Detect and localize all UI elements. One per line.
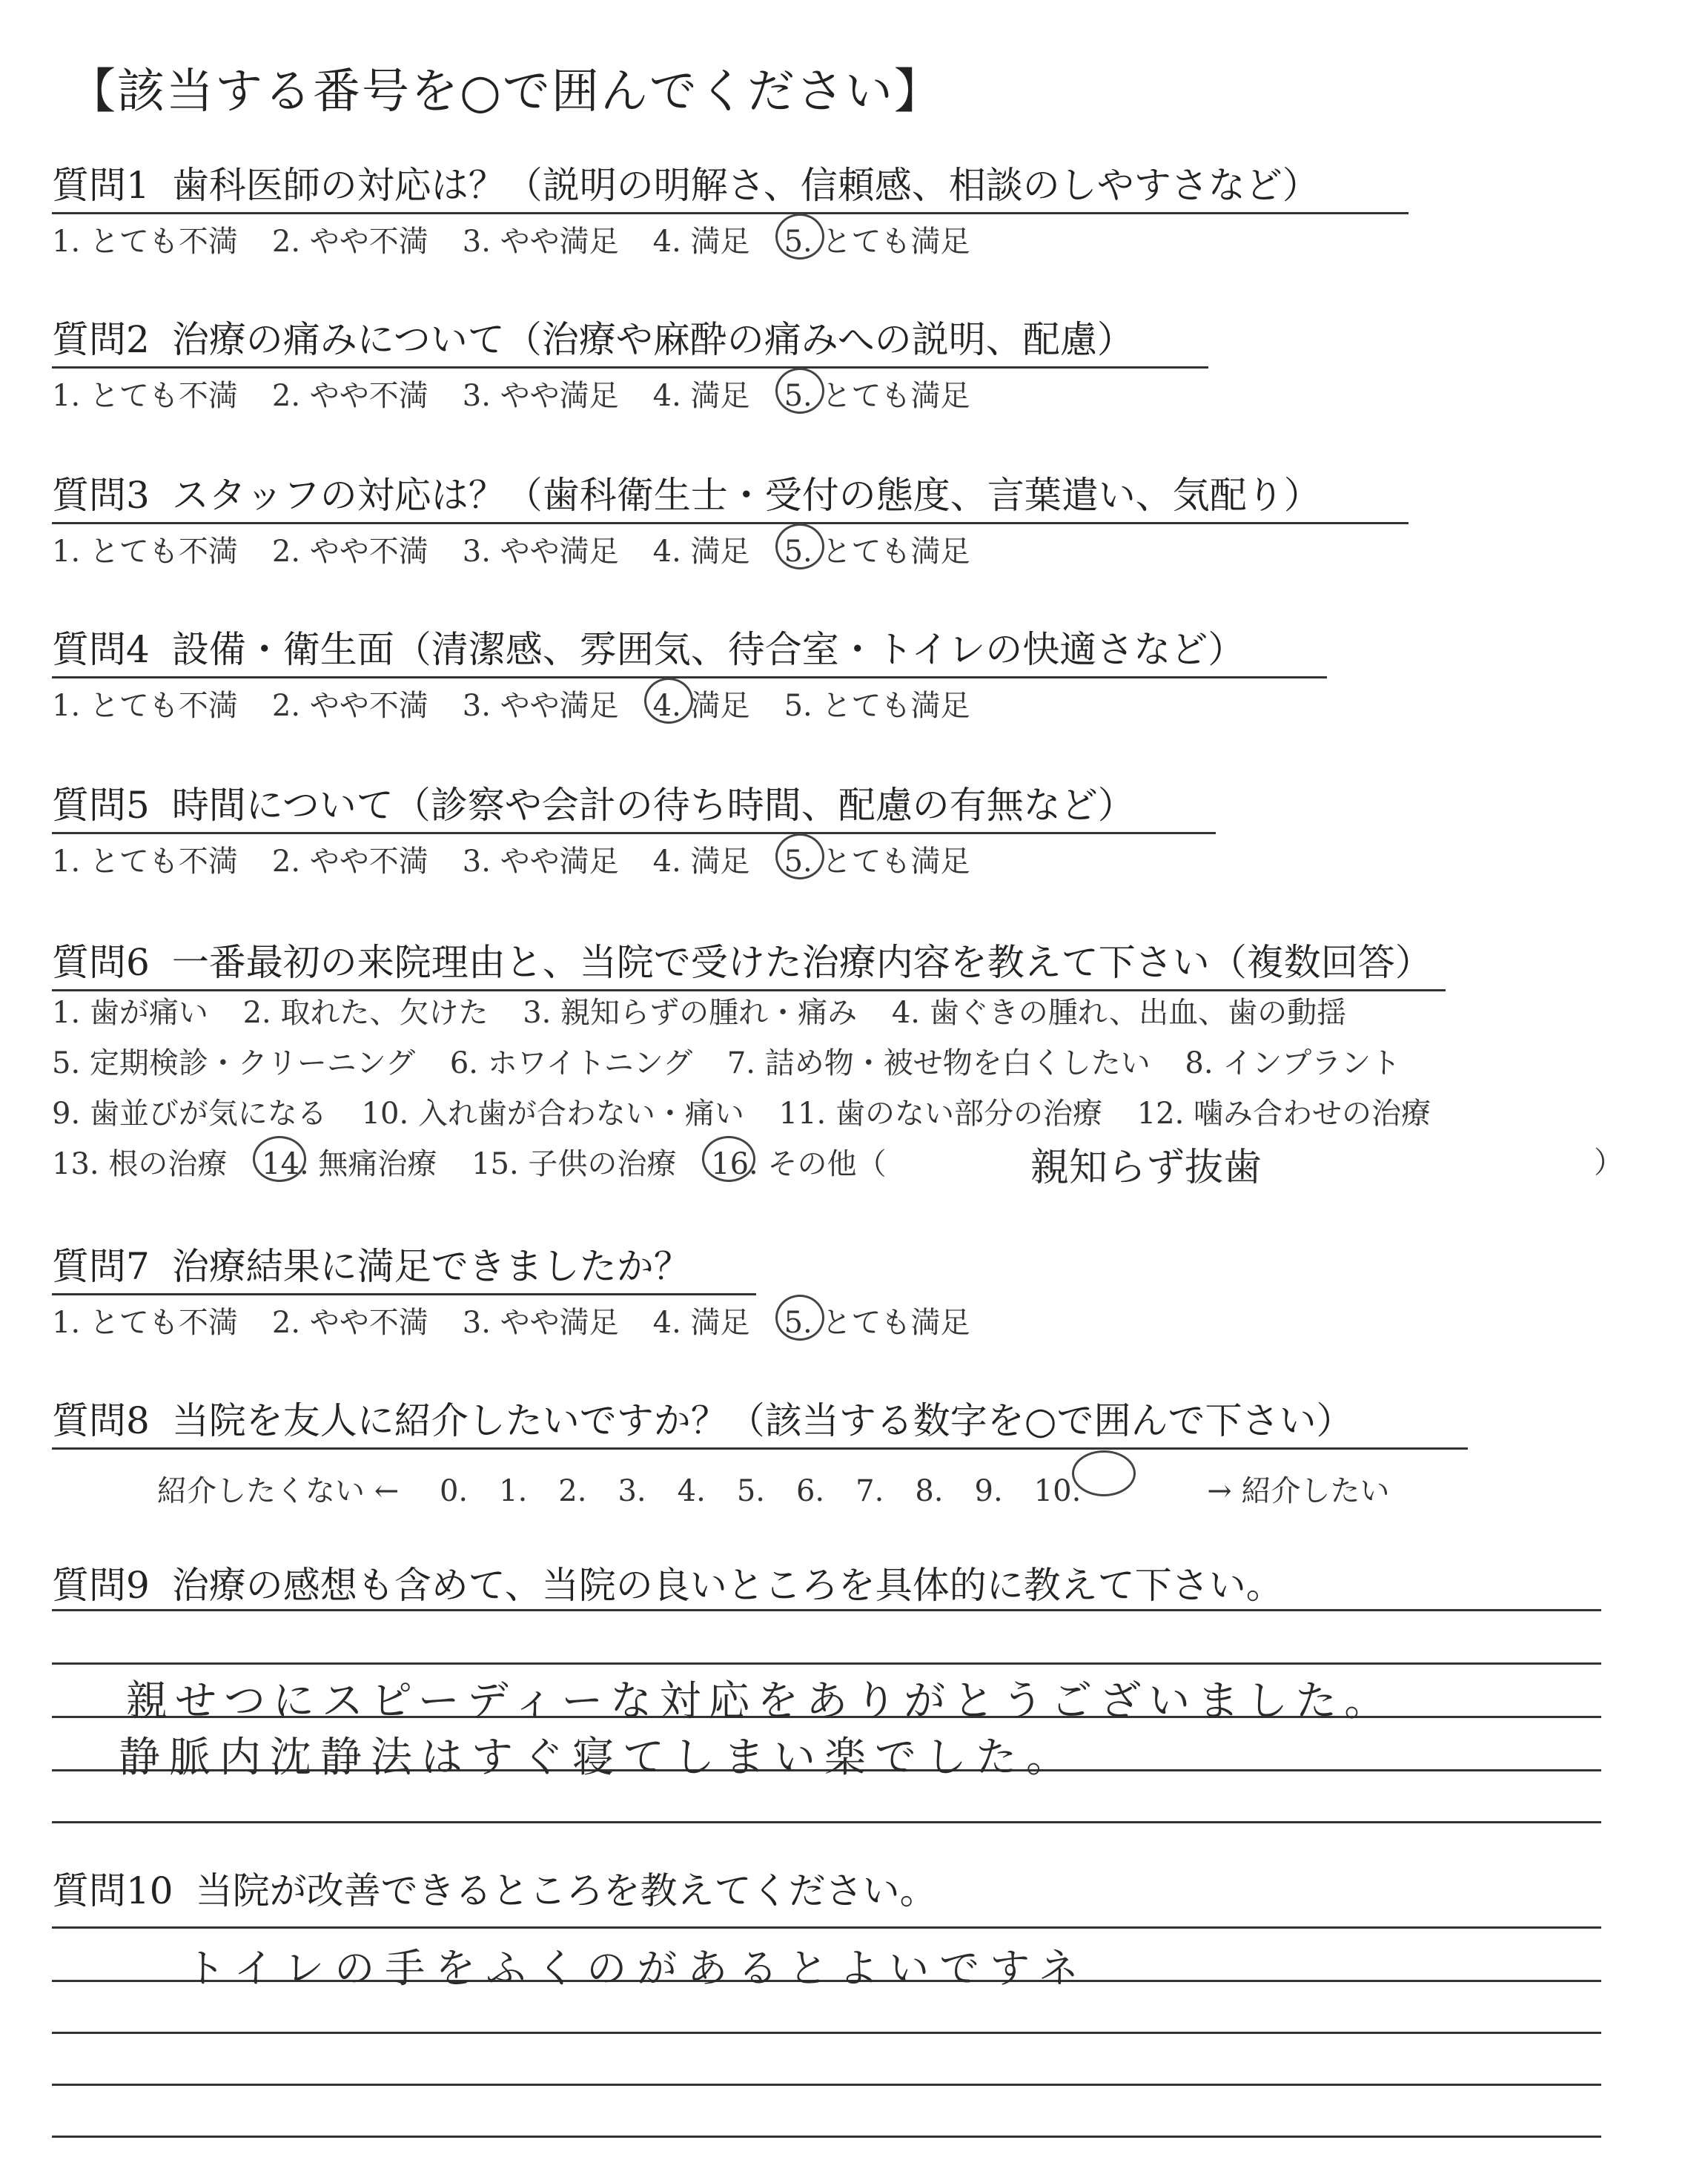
option-5[interactable] <box>784 1299 970 1341</box>
q6-row <box>52 1040 1456 1090</box>
option-label: 3. やや満足 <box>462 535 619 569</box>
scale-number-5[interactable]: 5. <box>736 1474 765 1508</box>
question-9 <box>52 1556 1283 1609</box>
scale-number-7[interactable]: 7. <box>855 1474 884 1508</box>
question-text: 治療の感想も含めて、当院の良いところを具体的に教えて下さい。 <box>171 1564 1283 1607</box>
option-4[interactable] <box>653 1299 750 1341</box>
q1-options <box>52 218 1004 260</box>
option-label: 3. やや満足 <box>462 1306 619 1340</box>
option-label: 5. とても満足 <box>784 535 970 569</box>
q6-option-16-label: 16. その他（ <box>711 1147 887 1181</box>
option-label: 2. やや不満 <box>271 535 428 569</box>
option-label: 5. とても満足 <box>784 845 970 879</box>
question-text: 当院が改善できるところを教えてください。 <box>195 1869 937 1912</box>
q2-options <box>52 372 1004 415</box>
answer-line <box>52 2136 1601 2138</box>
option-5[interactable] <box>784 682 970 724</box>
option-4[interactable] <box>653 528 750 570</box>
option-label: 1. とても不満 <box>52 225 238 259</box>
option-label: 4. 満足 <box>652 1306 750 1340</box>
answer-line <box>52 1662 1601 1665</box>
option-label: 4. 満足 <box>652 535 750 569</box>
question-1 <box>52 156 1409 214</box>
option-1[interactable] <box>52 372 238 415</box>
q10-answer-line-1[interactable]: トイレの手をふくのがあるとよいですネ <box>185 1945 1090 1992</box>
option-1[interactable] <box>52 838 238 880</box>
q5-options <box>52 838 1004 880</box>
q6-option-14[interactable] <box>262 1140 437 1183</box>
q6-option-4[interactable]: 4. 歯ぐきの腫れ、出血、歯の動揺 <box>891 996 1347 1030</box>
option-label: 2. やや不満 <box>271 379 428 413</box>
q6-other-answer[interactable]: 親知らず抜歯 <box>1030 1146 1262 1190</box>
selection-circle <box>775 524 824 569</box>
q6-option-14-label: 14. 無痛治療 <box>262 1147 437 1181</box>
option-5[interactable] <box>784 218 970 260</box>
q6-option-13[interactable]: 13. 根の治療 <box>52 1147 228 1181</box>
option-label: 1. とても不満 <box>52 379 238 413</box>
option-label: 1. とても不満 <box>52 689 238 723</box>
recommend-scale <box>157 1455 1421 1510</box>
q6-option-2[interactable]: 2. 取れた、欠けた <box>242 996 489 1030</box>
question-text: 治療結果に満足できましたか？ <box>171 1245 691 1288</box>
q6-option-15[interactable]: 15. 子供の治療 <box>471 1147 677 1181</box>
option-1[interactable] <box>52 1299 238 1341</box>
q6-option-7[interactable]: 7. 詰め物・被せ物を白くしたい <box>726 1046 1151 1080</box>
option-3[interactable] <box>463 682 619 724</box>
question-text: 当院を友人に紹介したいですか？（該当する数字を○で囲んで下さい） <box>171 1399 1354 1442</box>
scale-number-0[interactable]: 0. <box>439 1474 469 1508</box>
option-label: 5. とても満足 <box>784 1306 970 1340</box>
option-label: 1. とても不満 <box>52 845 238 879</box>
scale-number-6[interactable]: 6. <box>795 1474 825 1508</box>
q6-row <box>52 989 1456 1040</box>
answer-line <box>52 1926 1601 1929</box>
question-5 <box>52 776 1216 834</box>
q6-row <box>52 1090 1456 1140</box>
option-2[interactable] <box>272 1299 428 1341</box>
question-number: 質問3 <box>52 474 150 517</box>
instruction-heading: 【該当する番号を○で囲んでください】 <box>68 65 943 119</box>
scale-number-4[interactable]: 4. <box>677 1474 706 1508</box>
option-label: 3. やや満足 <box>462 379 619 413</box>
q6-option-6[interactable]: 6. ホワイトニング <box>449 1046 693 1080</box>
selection-circle <box>775 214 824 260</box>
scale-number-1[interactable]: 1. <box>499 1474 528 1508</box>
answer-line <box>52 2084 1601 2086</box>
question-6 <box>52 933 1446 991</box>
q6-option-3[interactable]: 3. 親知らずの腫れ・痛み <box>523 996 858 1030</box>
option-4[interactable] <box>653 682 750 724</box>
answer-line <box>52 1821 1601 1823</box>
q7-options <box>52 1299 1004 1341</box>
question-number: 質問1 <box>52 164 150 207</box>
option-2[interactable] <box>272 372 428 415</box>
question-number: 質問6 <box>52 941 150 984</box>
scale-number-9[interactable]: 9. <box>974 1474 1003 1508</box>
question-number: 質問4 <box>52 628 150 671</box>
option-label: 4. 満足 <box>652 845 750 879</box>
question-10 <box>52 1861 937 1915</box>
question-text: 治療の痛みについて（治療や麻酔の痛みへの説明、配慮） <box>171 318 1134 361</box>
q6-option-1[interactable]: 1. 歯が痛い <box>52 996 208 1030</box>
question-8 <box>52 1391 1468 1450</box>
question-text: 時間について（診察や会計の待ち時間、配慮の有無など） <box>171 784 1135 827</box>
option-5[interactable] <box>784 838 970 880</box>
q6-other-close-paren: ） <box>1594 1146 1623 1180</box>
question-number: 質問8 <box>52 1399 150 1442</box>
answer-line <box>52 1609 1601 1611</box>
option-4[interactable] <box>653 218 750 260</box>
option-3[interactable] <box>463 218 619 260</box>
question-text: 一番最初の来院理由と、当院で受けた治療内容を教えて下さい（複数回答） <box>171 941 1432 984</box>
option-2[interactable] <box>272 682 428 724</box>
option-label: 2. やや不満 <box>271 845 428 879</box>
selection-circle <box>1072 1450 1136 1496</box>
q6-option-10[interactable]: 10. 入れ歯が合わない・痛い <box>361 1097 744 1131</box>
q9-answer-line-2[interactable]: 静脈内沈静法はすぐ寝てしまい楽でした。 <box>119 1734 1076 1782</box>
q6-option-5[interactable]: 5. 定期検診・クリーニング <box>52 1046 416 1080</box>
question-3 <box>52 466 1409 524</box>
option-3[interactable] <box>463 1299 619 1341</box>
option-5[interactable] <box>784 528 970 570</box>
option-label: 2. やや不満 <box>271 1306 428 1340</box>
scale-left-label: 紹介したくない ← <box>157 1474 400 1508</box>
q9-answer-line-1[interactable]: 親せつにスピーディーな対応をありがとうございました。 <box>126 1677 1394 1725</box>
option-label: 4. 満足 <box>652 379 750 413</box>
scale-number-10[interactable]: 10. <box>1034 1455 1176 1508</box>
option-1[interactable] <box>52 682 238 724</box>
question-7 <box>52 1237 756 1295</box>
selection-circle <box>775 368 824 414</box>
question-text: 歯科医師の対応は？（説明の明解さ、信頼感、相談のしやすさなど） <box>171 164 1320 207</box>
selection-circle <box>775 833 824 879</box>
option-4[interactable] <box>653 838 750 880</box>
question-number: 質問9 <box>52 1564 150 1607</box>
q6-option-12[interactable]: 12. 噛み合わせの治療 <box>1136 1097 1431 1131</box>
option-2[interactable] <box>272 218 428 260</box>
question-text: スタッフの対応は？（歯科衛生士・受付の態度、言葉遣い、気配り） <box>171 474 1321 517</box>
option-3[interactable] <box>463 838 619 880</box>
question-4 <box>52 620 1327 678</box>
option-label: 1. とても不満 <box>52 535 238 569</box>
question-number: 質問10 <box>52 1869 173 1912</box>
option-3[interactable] <box>463 372 619 415</box>
option-4[interactable] <box>653 372 750 415</box>
option-label: 3. やや満足 <box>462 225 619 259</box>
option-label: 2. やや不満 <box>271 225 428 259</box>
option-label: 2. やや不満 <box>271 689 428 723</box>
question-number: 質問7 <box>52 1245 150 1288</box>
option-label: 4. 満足 <box>652 225 750 259</box>
q6-option-9[interactable]: 9. 歯並びが気になる <box>52 1097 327 1131</box>
option-3[interactable] <box>463 528 619 570</box>
option-label: 5. とても満足 <box>784 225 970 259</box>
q6-option-11[interactable]: 11. 歯のない部分の治療 <box>778 1097 1102 1131</box>
option-5[interactable] <box>784 372 970 415</box>
scale-number-3[interactable]: 3. <box>618 1474 646 1508</box>
option-1[interactable] <box>52 528 238 570</box>
question-2 <box>52 310 1208 369</box>
q4-options <box>52 682 1004 724</box>
scale-number-8[interactable]: 8. <box>915 1474 944 1508</box>
selection-circle <box>775 1295 824 1341</box>
q6-option-8[interactable]: 8. インプラント <box>1185 1046 1401 1080</box>
option-label: 1. とても不満 <box>52 1306 238 1340</box>
selection-circle <box>644 678 693 724</box>
option-2[interactable] <box>272 838 428 880</box>
question-number: 質問2 <box>52 318 150 361</box>
scale-right-label: → 紹介したい <box>1207 1474 1390 1508</box>
selection-circle <box>253 1136 306 1182</box>
option-1[interactable] <box>52 218 238 260</box>
option-label: 4. 満足 <box>652 689 750 723</box>
selection-circle <box>702 1136 755 1182</box>
option-label: 5. とても満足 <box>784 379 970 413</box>
answer-line <box>52 2032 1601 2034</box>
option-2[interactable] <box>272 528 428 570</box>
question-text: 設備・衛生面（清潔感、雰囲気、待合室・トイレの快適さなど） <box>171 628 1245 671</box>
q3-options <box>52 528 1004 570</box>
scale-number-2[interactable]: 2. <box>558 1474 587 1508</box>
option-label: 3. やや満足 <box>462 845 619 879</box>
option-label: 3. やや満足 <box>462 689 619 723</box>
q6-option-16[interactable] <box>711 1140 886 1183</box>
option-label: 5. とても満足 <box>784 689 970 723</box>
question-number: 質問5 <box>52 784 150 827</box>
